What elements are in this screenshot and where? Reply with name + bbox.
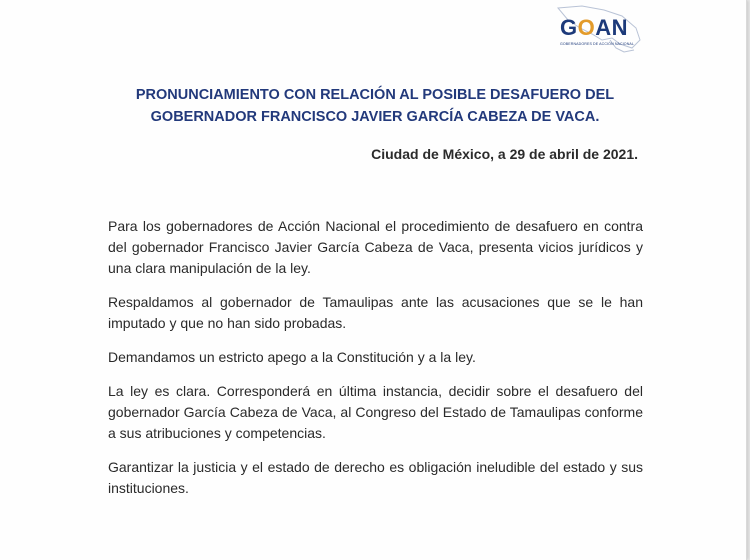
paragraph-1: Para los gobernadores de Acción Nacional el procedimiento de desafuero en contra del gobernador Francisco Javier García Cabeza de Vaca, presenta vicios jurídicos y una clara manipulación de la ley. — [108, 218, 643, 276]
paragraph-4: La ley es clara. Corresponderá en última instancia, decidir sobre el desafuero del gobernador García Cabeza de Vaca, al Congreso del Estado de Tamaulipas conforme a sus atribuciones y competencias. — [108, 383, 643, 441]
logo-subtitle: GOBERNADORES DE ACCIÓN NACIONAL — [560, 42, 634, 46]
paragraph-2: Respaldamos al gobernador de Tamaulipas ante las acusaciones que se le han imputado y que no han sido probadas. — [108, 294, 643, 331]
goan-logo — [552, 4, 644, 56]
logo-wordmark: GOAN — [560, 15, 629, 40]
paragraph-3: Demandamos un estricto apego a la Constitución y a la ley. — [108, 349, 476, 365]
document-title: PRONUNCIAMIENTO CON RELACIÓN AL POSIBLE DESAFUERO DEL GOBERNADOR FRANCISCO JAVIER GARCÍA CABEZA DE VACA. — [135, 87, 615, 125]
paragraph-5: Garantizar la justicia y el estado de derecho es obligación ineludible del estado y sus instituciones. — [108, 459, 643, 496]
document-date: Ciudad de México, a 29 de abril de 2021. — [371, 146, 638, 162]
